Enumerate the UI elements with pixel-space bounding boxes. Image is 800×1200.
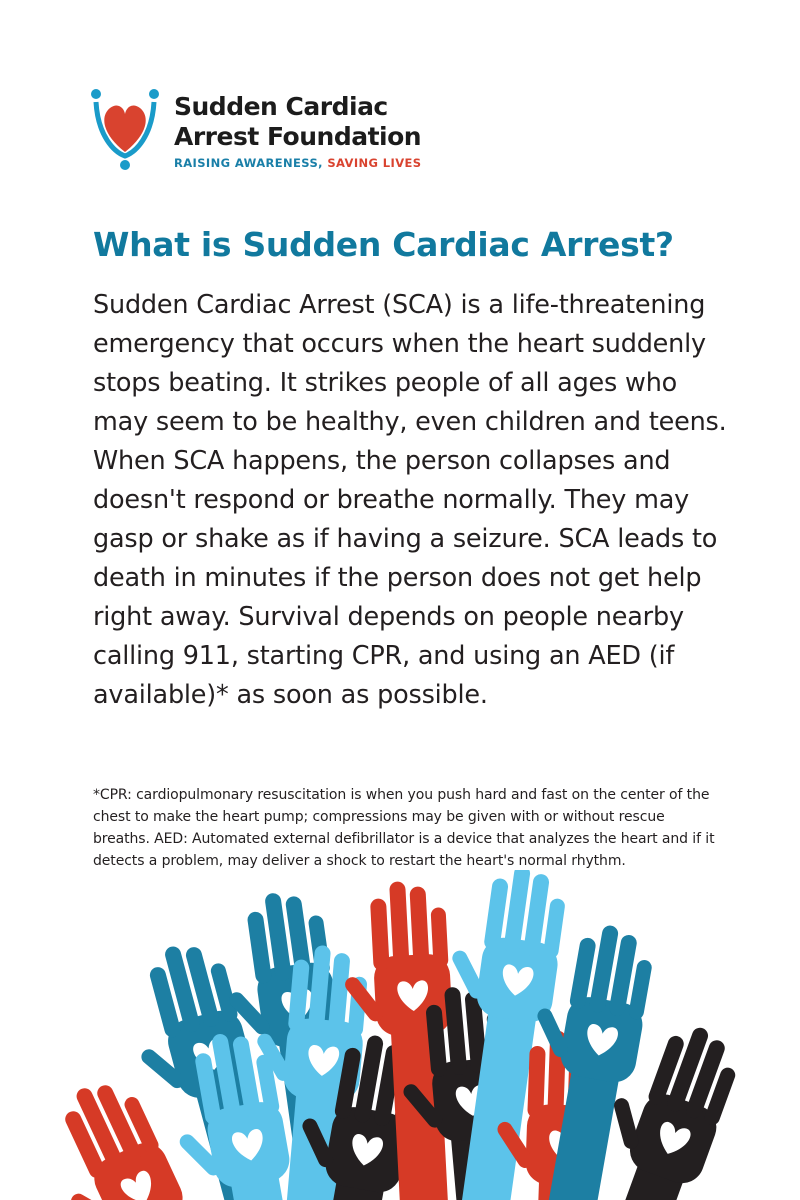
logo-wordmark [174, 92, 421, 170]
sca-description: Sudden Cardiac Arrest (SCA) is a life-threatening emergency that occurs when the heart suddenly stops beating. It strikes people of all ages who may seem to be healthy, even children and teens. When SCA happens, the person collapses and doesn't respond or breathe normally. They may gasp or shake as if having a seizure. SCA leads to death in minutes if the person does not get help right away. Survival depends on people nearby calling 911, starting CPR, and using an AED (if available)* as soon as possible. [93, 290, 727, 710]
raised-hands-illustration [0, 870, 800, 1200]
tagline-awareness: RAISING AWARENESS, [174, 156, 323, 170]
heart-figure-icon [88, 86, 168, 176]
foundation-logo [88, 86, 428, 182]
logo-line-2: Arrest Foundation [174, 122, 422, 151]
logo-line-1: Sudden Cardiac [174, 92, 388, 121]
logo-tagline [174, 156, 421, 170]
tagline-saving-lives: SAVING LIVES [322, 156, 422, 170]
cpr-aed-footnote: *CPR: cardiopulmonary resuscitation is when you push hard and fast on the center of the chest to make the heart pump; compressions may be given with or without rescue breaths. AED: Automated external defibrillator is a device that analyzes the heart and if it detects a problem, may deliver a shock to restart the heart's normal rhythm. [93, 787, 715, 869]
page-title: What is Sudden Cardiac Arrest? [93, 225, 674, 264]
